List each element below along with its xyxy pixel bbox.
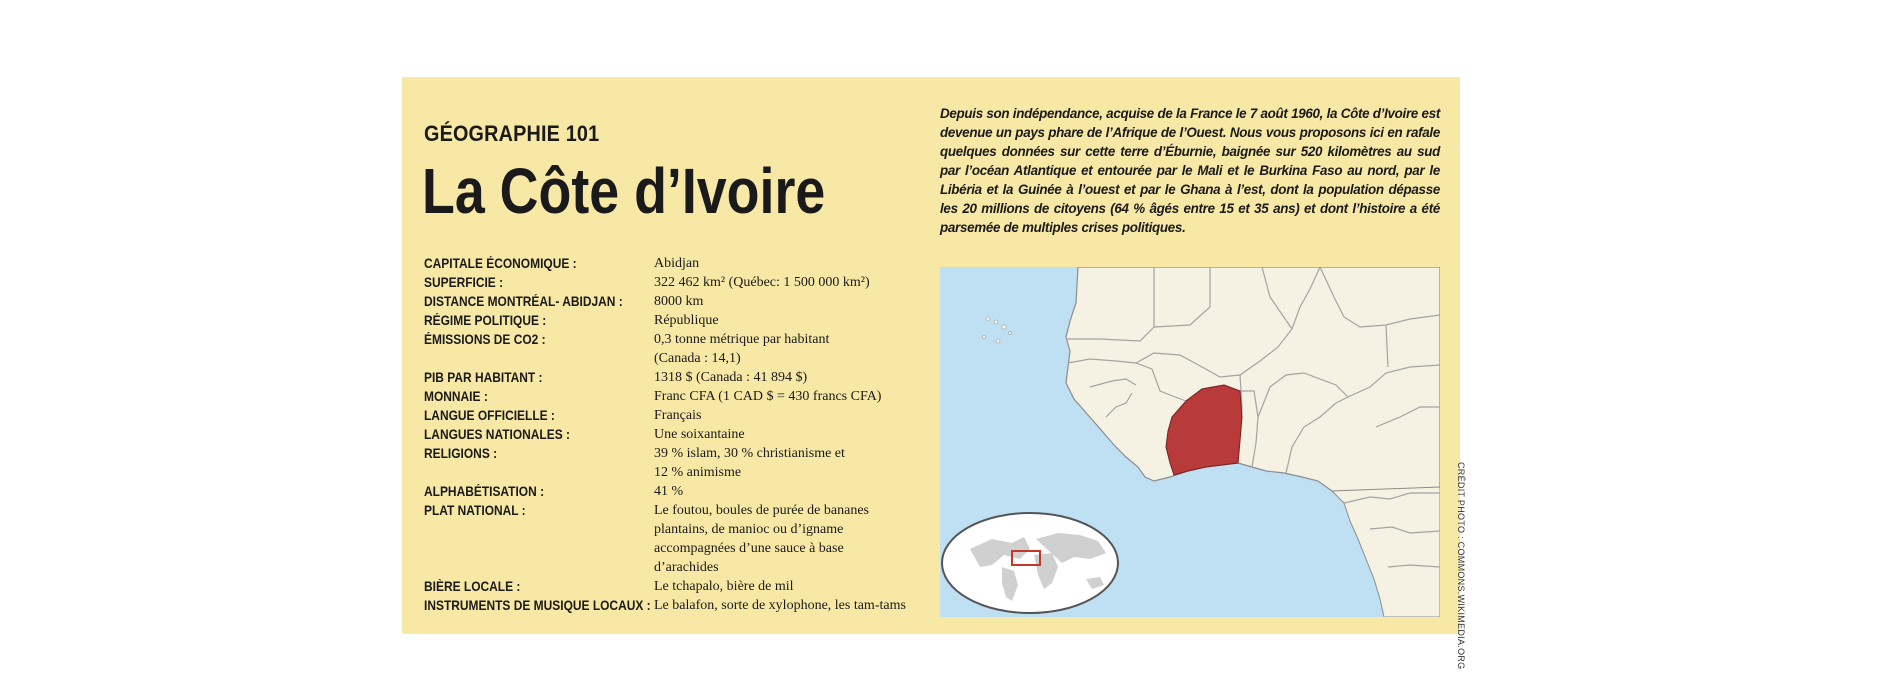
fact-row [424,254,944,273]
fact-value: Abidjan [654,256,700,271]
fact-row [424,368,944,387]
fact-row [424,596,944,615]
intro-paragraph: Depuis son indépendance, acquise de la France le 7 août 1960, la Côte d’Ivoire est devenue un pays phare de l’Afrique de l’Ouest. Nous vous proposons ici en rafale quelques données sur cette terre d’Éburnie, baignée sur 520 kilomètres au sud par l’océan Atlantique et entourée par le Mali et le Burkina Faso au nord, par le Libéria et la Guinée à l’ouest et par le Ghana à l’est, dont la population dépasse les 20 millions de citoyens (64 % âgés entre 15 et 35 ans) et dont l’histoire a été parsemée de multiples crises politiques. [940,106,1440,235]
fact-label: LANGUE OFFICIELLE : [424,408,555,423]
fact-row [424,273,944,292]
fact-value: Franc CFA (1 CAD $ = 430 francs CFA) [654,389,882,404]
west-africa-map [940,267,1440,617]
fact-label: RÉGIME POLITIQUE : [424,313,547,328]
fact-label: DISTANCE MONTRÉAL- ABIDJAN : [424,294,623,309]
fact-row [424,577,944,596]
fact-label: ÉMISSIONS DE CO2 : [424,332,546,347]
fact-label: ALPHABÉTISATION : [424,484,545,499]
fact-label: PIB PAR HABITANT : [424,370,543,385]
fact-row [424,501,944,577]
fact-row [424,406,944,425]
fact-value: République [654,313,719,328]
fact-label: BIÈRE LOCALE : [424,579,521,594]
fact-row [424,330,944,368]
fact-value: Une soixantaine [654,427,745,442]
fact-value: Le tchapalo, bière de mil [654,579,794,594]
fact-label: INSTRUMENTS DE MUSIQUE LOCAUX : [424,598,651,613]
fact-label: PLAT NATIONAL : [424,503,526,518]
fact-value: Le foutou, boules de purée de bananes plantains, de manioc ou d’igname accompagnées d’une sauce à base d’arachides [654,503,869,575]
fact-label: MONNAIE : [424,389,488,404]
fact-row [424,444,944,482]
fact-label: CAPITALE ÉCONOMIQUE : [424,256,577,271]
fact-value: 41 % [654,484,684,499]
fact-row [424,292,944,311]
facts-list [424,254,944,615]
locator-map [940,267,1440,617]
fact-value: Français [654,408,702,423]
fact-value: 8000 km [654,294,704,309]
fact-value: Le balafon, sorte de xylophone, les tam-tams [654,598,906,613]
fact-value: 322 462 km² (Québec: 1 500 000 km²) [654,275,870,290]
fact-row [424,482,944,501]
fact-label: RELIGIONS : [424,446,498,461]
fact-value: 1318 $ (Canada : 41 894 $) [654,370,808,385]
article-panel [402,77,1460,634]
section-kicker: GÉOGRAPHIE 101 [424,121,600,146]
fact-label: LANGUES NATIONALES : [424,427,570,442]
fact-label: SUPERFICIE : [424,275,504,290]
fact-row [424,387,944,406]
globe-inset [942,513,1118,613]
fact-row [424,425,944,444]
page-title: La Côte d’Ivoire [422,155,826,227]
fact-value: 39 % islam, 30 % christianisme et 12 % animisme [654,446,845,480]
fact-row [424,311,944,330]
photo-credit: CRÉDIT PHOTO : COMMONS.WIKIMEDIA.ORG [1456,462,1466,670]
fact-value: 0,3 tonne métrique par habitant (Canada : 14,1) [654,332,830,366]
